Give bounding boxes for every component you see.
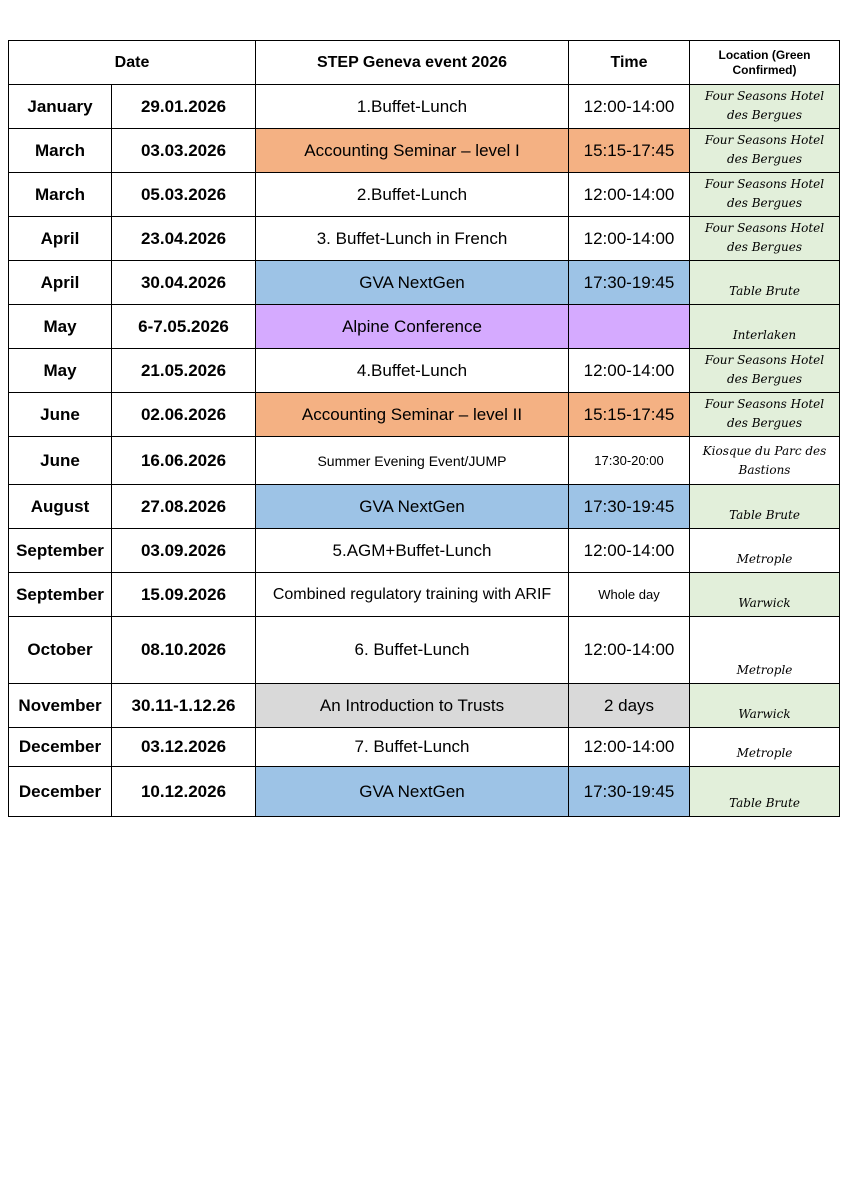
time-cell: 12:00-14:00 xyxy=(569,217,690,261)
event-cell: GVA NextGen xyxy=(256,767,569,817)
table-row xyxy=(9,529,840,573)
date-cell: 03.03.2026 xyxy=(112,129,256,173)
date-cell: 23.04.2026 xyxy=(112,217,256,261)
location-cell: Warwick xyxy=(690,573,840,617)
event-cell: An Introduction to Trusts xyxy=(256,684,569,728)
event-cell: 5.AGM+Buffet-Lunch xyxy=(256,529,569,573)
time-cell: 12:00-14:00 xyxy=(569,617,690,684)
header-event: STEP Geneva event 2026 xyxy=(256,41,569,85)
time-cell xyxy=(569,305,690,349)
month-cell: March xyxy=(9,173,112,217)
month-cell: September xyxy=(9,573,112,617)
date-cell: 29.01.2026 xyxy=(112,85,256,129)
month-cell: August xyxy=(9,485,112,529)
location-cell: Metrople xyxy=(690,617,840,684)
time-cell: 12:00-14:00 xyxy=(569,529,690,573)
time-cell: 15:15-17:45 xyxy=(569,129,690,173)
location-cell: Table Brute xyxy=(690,485,840,529)
date-cell: 30.04.2026 xyxy=(112,261,256,305)
time-cell: 17:30-19:45 xyxy=(569,767,690,817)
location-cell: Four Seasons Hotel des Bergues xyxy=(690,173,840,217)
location-cell: Metrople xyxy=(690,529,840,573)
month-cell: September xyxy=(9,529,112,573)
time-cell: 17:30-19:45 xyxy=(569,261,690,305)
table-row xyxy=(9,617,840,684)
location-cell: Kiosque du Parc des Bastions xyxy=(690,437,840,485)
table-row xyxy=(9,573,840,617)
event-cell: Accounting Seminar – level II xyxy=(256,393,569,437)
event-cell: 4.Buffet-Lunch xyxy=(256,349,569,393)
date-cell: 6-7.05.2026 xyxy=(112,305,256,349)
table-row xyxy=(9,437,840,485)
month-cell: March xyxy=(9,129,112,173)
table-row xyxy=(9,684,840,728)
month-cell: June xyxy=(9,393,112,437)
event-cell: 3. Buffet-Lunch in French xyxy=(256,217,569,261)
event-cell: Combined regulatory training with ARIF xyxy=(256,573,569,617)
date-cell: 27.08.2026 xyxy=(112,485,256,529)
event-cell: GVA NextGen xyxy=(256,485,569,529)
date-cell: 21.05.2026 xyxy=(112,349,256,393)
header-date: Date xyxy=(9,41,256,85)
location-cell: Four Seasons Hotel des Bergues xyxy=(690,217,840,261)
time-cell: 12:00-14:00 xyxy=(569,173,690,217)
time-cell: Whole day xyxy=(569,573,690,617)
location-cell: Four Seasons Hotel des Bergues xyxy=(690,349,840,393)
location-cell: Table Brute xyxy=(690,767,840,817)
time-cell: 12:00-14:00 xyxy=(569,728,690,767)
date-cell: 15.09.2026 xyxy=(112,573,256,617)
month-cell: June xyxy=(9,437,112,485)
event-cell: Alpine Conference xyxy=(256,305,569,349)
location-cell: Four Seasons Hotel des Bergues xyxy=(690,393,840,437)
time-cell: 12:00-14:00 xyxy=(569,85,690,129)
date-cell: 02.06.2026 xyxy=(112,393,256,437)
time-cell: 15:15-17:45 xyxy=(569,393,690,437)
date-cell: 08.10.2026 xyxy=(112,617,256,684)
date-cell: 03.09.2026 xyxy=(112,529,256,573)
location-cell: Metrople xyxy=(690,728,840,767)
month-cell: November xyxy=(9,684,112,728)
time-cell: 17:30-20:00 xyxy=(569,437,690,485)
table-row xyxy=(9,85,840,129)
event-cell: 2.Buffet-Lunch xyxy=(256,173,569,217)
date-cell: 16.06.2026 xyxy=(112,437,256,485)
month-cell: January xyxy=(9,85,112,129)
date-cell: 03.12.2026 xyxy=(112,728,256,767)
location-cell: Table Brute xyxy=(690,261,840,305)
location-cell: Interlaken xyxy=(690,305,840,349)
table-row xyxy=(9,393,840,437)
event-cell: 1.Buffet-Lunch xyxy=(256,85,569,129)
date-cell: 05.03.2026 xyxy=(112,173,256,217)
time-cell: 2 days xyxy=(569,684,690,728)
location-cell: Warwick xyxy=(690,684,840,728)
month-cell: April xyxy=(9,217,112,261)
event-cell: Accounting Seminar – level I xyxy=(256,129,569,173)
time-cell: 12:00-14:00 xyxy=(569,349,690,393)
month-cell: October xyxy=(9,617,112,684)
event-cell: GVA NextGen xyxy=(256,261,569,305)
header-time: Time xyxy=(569,41,690,85)
location-cell: Four Seasons Hotel des Bergues xyxy=(690,129,840,173)
month-cell: December xyxy=(9,767,112,817)
events-schedule-table xyxy=(8,40,840,817)
header-location: Location (Green Confirmed) xyxy=(690,41,840,85)
table-row xyxy=(9,349,840,393)
month-cell: May xyxy=(9,305,112,349)
table-row xyxy=(9,767,840,817)
location-cell: Four Seasons Hotel des Bergues xyxy=(690,85,840,129)
date-cell: 30.11-1.12.26 xyxy=(112,684,256,728)
date-cell: 10.12.2026 xyxy=(112,767,256,817)
table-row xyxy=(9,728,840,767)
time-cell: 17:30-19:45 xyxy=(569,485,690,529)
month-cell: April xyxy=(9,261,112,305)
table-row xyxy=(9,485,840,529)
table-row xyxy=(9,261,840,305)
table-row xyxy=(9,305,840,349)
table-row xyxy=(9,173,840,217)
month-cell: May xyxy=(9,349,112,393)
event-cell: Summer Evening Event/JUMP xyxy=(256,437,569,485)
header-row xyxy=(9,41,840,85)
table-row xyxy=(9,129,840,173)
event-cell: 7. Buffet-Lunch xyxy=(256,728,569,767)
month-cell: December xyxy=(9,728,112,767)
event-cell: 6. Buffet-Lunch xyxy=(256,617,569,684)
table-row xyxy=(9,217,840,261)
